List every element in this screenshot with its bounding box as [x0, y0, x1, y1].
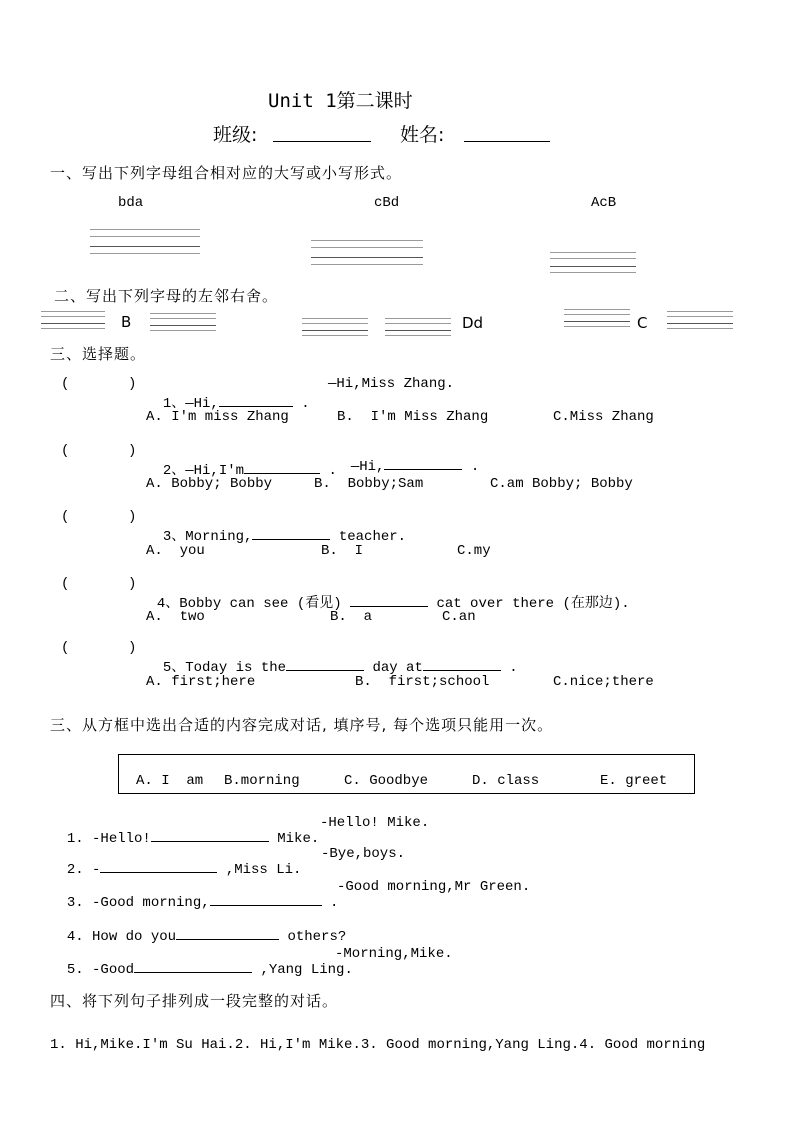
- dialogue-text: 4. How do you: [66, 929, 177, 945]
- answer-paren-open: (: [61, 576, 70, 592]
- option: B. I: [321, 543, 364, 559]
- answer-blank[interactable]: [244, 473, 320, 474]
- box-option: B.morning: [224, 773, 300, 789]
- question-text: .: [328, 463, 337, 479]
- option: C.Miss Zhang: [553, 409, 654, 425]
- class-blank[interactable]: [273, 141, 371, 142]
- dialogue-item: [50, 946, 353, 978]
- option: A. I'm miss Zhang: [146, 409, 289, 425]
- answer-blank[interactable]: [219, 406, 293, 407]
- question-prompt: [146, 443, 337, 479]
- box-option: C. Goodbye: [344, 773, 429, 789]
- answer-blank[interactable]: [350, 606, 428, 607]
- section1-item: AcB: [591, 195, 617, 211]
- question-prompt: [146, 509, 406, 545]
- section1-item: bda: [118, 195, 144, 211]
- answer-blank[interactable]: [151, 841, 269, 842]
- question-text: cat over there (在那边).: [436, 596, 630, 612]
- option: A. first;here: [146, 674, 256, 690]
- answer-blank[interactable]: [252, 539, 330, 540]
- dialogue-text: 2. -: [66, 862, 101, 878]
- option: A. you: [146, 543, 205, 559]
- question-prompt: [146, 640, 518, 676]
- writing-lines[interactable]: [550, 252, 636, 273]
- class-label: 班级:: [213, 124, 258, 146]
- section5-heading: 四、将下列句子排列成一段完整的对话。: [50, 992, 339, 1010]
- box-option: A. I am: [136, 773, 204, 789]
- question-text: .: [509, 660, 518, 676]
- name-blank[interactable]: [464, 141, 550, 142]
- question-prompt: [146, 376, 310, 412]
- dialogue-text: -Morning,Mike.: [335, 946, 453, 962]
- dialogue-item: [50, 815, 319, 847]
- answer-paren-close[interactable]: ): [128, 443, 137, 459]
- dialogue-item: [50, 913, 346, 945]
- answer-paren-close[interactable]: ): [128, 640, 137, 656]
- ordering-sentences: 1. Hi,Mike.I'm Su Hai.2. Hi,I'm Mike.3. Good morning,Yang Ling.4. Good morning: [50, 1037, 706, 1053]
- answer-blank[interactable]: [423, 670, 501, 671]
- question-text: —Hi,Miss Zhang.: [328, 376, 455, 392]
- dialogue-text: Mike.: [277, 831, 320, 847]
- option: B. I'm Miss Zhang: [337, 409, 489, 425]
- option: C.nice;there: [553, 674, 654, 690]
- dialogue-text: -Good morning,Mr Green.: [337, 879, 531, 895]
- section2-letter: C: [637, 314, 648, 332]
- writing-lines[interactable]: [302, 318, 368, 336]
- dialogue-text: others?: [287, 929, 347, 945]
- option: B. Bobby;Sam: [314, 476, 424, 492]
- writing-lines[interactable]: [41, 311, 105, 329]
- section2-letter: Dd: [462, 314, 484, 332]
- answer-blank[interactable]: [286, 670, 364, 671]
- dialogue-text: .: [330, 895, 339, 911]
- options-box: [118, 754, 695, 794]
- question-text: teacher.: [338, 529, 407, 545]
- dialogue-text: 3. -Good morning,: [66, 895, 210, 911]
- writing-lines[interactable]: [90, 229, 200, 254]
- dialogue-text: 5. -Good: [66, 962, 135, 978]
- option: A. two: [146, 609, 205, 625]
- box-option: D. class: [472, 773, 540, 789]
- name-label: 姓名:: [400, 124, 445, 146]
- section3-heading: 三、选择题。: [50, 345, 147, 363]
- answer-paren-close[interactable]: ): [128, 376, 137, 392]
- section2-letter: B: [121, 313, 132, 331]
- answer-blank[interactable]: [134, 972, 252, 973]
- question-text: day at: [372, 660, 423, 676]
- dialogue-item: [50, 846, 301, 878]
- answer-blank[interactable]: [100, 872, 217, 873]
- question-text: 1、—Hi,: [162, 396, 219, 412]
- question-text: 2、—Hi,I'm: [162, 463, 245, 479]
- dialogue-text: ,Yang Ling.: [260, 962, 353, 978]
- writing-lines[interactable]: [150, 313, 216, 331]
- option: B. a: [330, 609, 373, 625]
- section1-item: cBd: [374, 195, 400, 211]
- question-text: 3、Morning,: [162, 529, 253, 545]
- option: C.an: [442, 609, 476, 625]
- writing-lines[interactable]: [564, 309, 630, 327]
- question-text: 5、Today is the: [162, 660, 287, 676]
- question-text: 4、Bobby can see (看见): [156, 596, 342, 612]
- section1-heading: 一、写出下列字母组合相对应的大写或小写形式。: [50, 164, 403, 182]
- answer-blank[interactable]: [384, 469, 462, 470]
- answer-blank[interactable]: [176, 939, 279, 940]
- dialogue-text: -Bye,boys.: [321, 846, 406, 862]
- dialogue-item: [50, 879, 338, 911]
- answer-blank[interactable]: [210, 905, 322, 906]
- answer-paren-close[interactable]: ): [128, 509, 137, 525]
- option: A. Bobby; Bobby: [146, 476, 273, 492]
- writing-lines[interactable]: [667, 311, 733, 329]
- box-option: E. greet: [600, 773, 668, 789]
- option: B. first;school: [355, 674, 490, 690]
- answer-paren-open: (: [61, 443, 70, 459]
- answer-paren-close[interactable]: ): [128, 576, 137, 592]
- dialogue-text: 1. -Hello!: [66, 831, 151, 847]
- writing-lines[interactable]: [385, 318, 451, 336]
- writing-lines[interactable]: [311, 240, 423, 265]
- question-text: .: [301, 396, 310, 412]
- section2-heading: 二、写出下列字母的左邻右舍。: [54, 287, 279, 305]
- dialogue-text: ,Miss Li.: [225, 862, 302, 878]
- answer-paren-open: (: [61, 640, 70, 656]
- question-prompt: [140, 576, 630, 612]
- option: C.my: [457, 543, 491, 559]
- question-text: —Hi,: [350, 459, 385, 475]
- question-prompt: [334, 443, 479, 475]
- option: C.am Bobby; Bobby: [490, 476, 633, 492]
- answer-paren-open: (: [61, 376, 70, 392]
- section4-heading: 三、从方框中选出合适的内容完成对话, 填序号, 每个选项只能用一次。: [50, 716, 554, 734]
- question-text: .: [470, 459, 480, 475]
- answer-paren-open: (: [61, 509, 70, 525]
- page-title: Unit 1第二课时: [268, 90, 413, 112]
- dialogue-text: -Hello! Mike.: [320, 815, 430, 831]
